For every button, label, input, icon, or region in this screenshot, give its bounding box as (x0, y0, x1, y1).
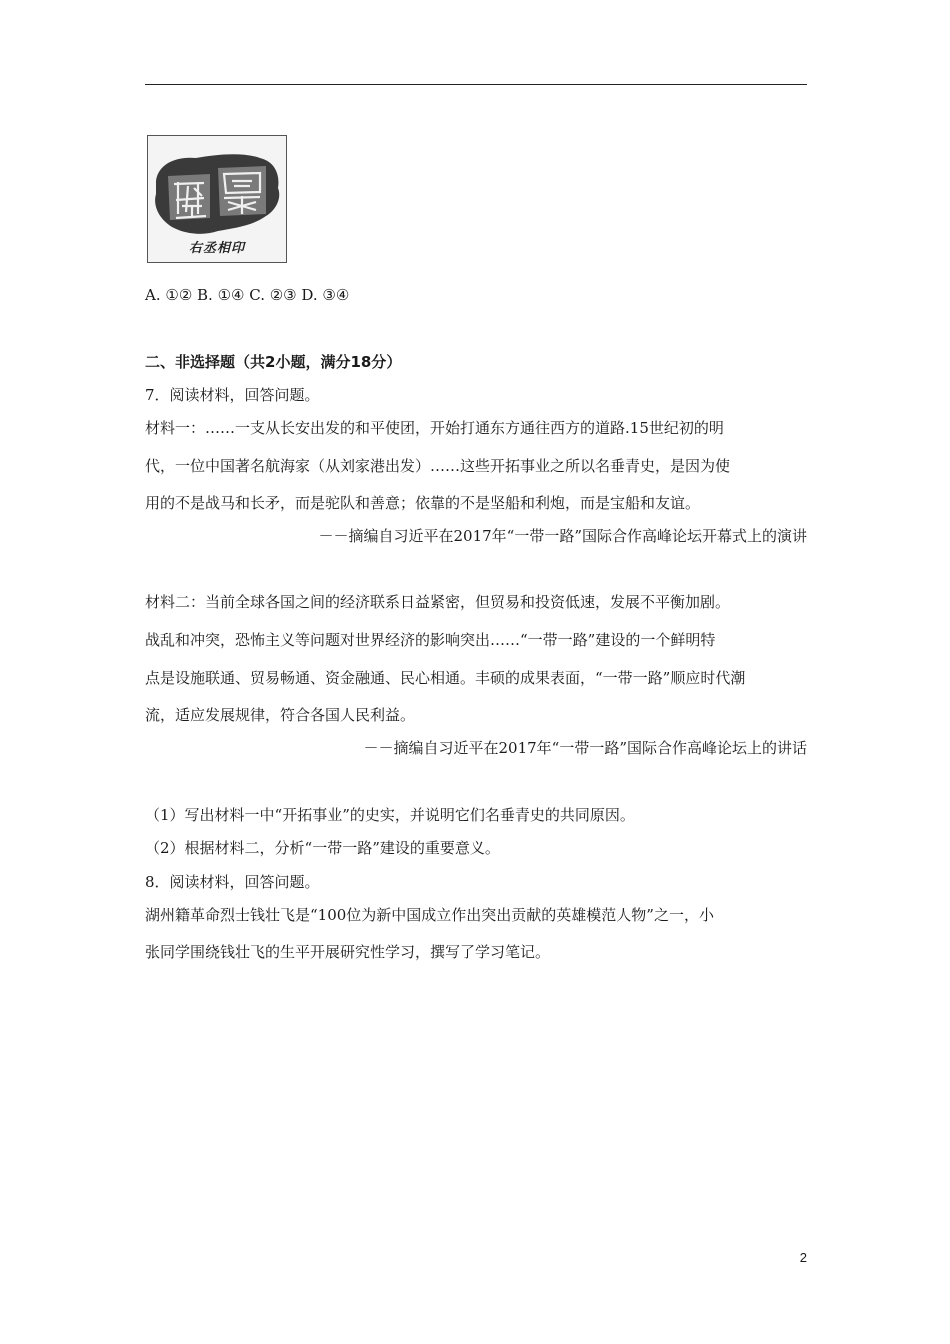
page-number: 2 (799, 1250, 807, 1265)
question-7-stem: 7．阅读材料，回答问题。 (145, 386, 320, 404)
material-2-source: －－摘编自习近平在2017年“一带一路”国际合作高峰论坛上的讲话 (363, 739, 807, 757)
material-2-line: 战乱和冲突，恐怖主义等问题对世界经济的影响突出……“一带一路”建设的一个鲜明特 (145, 631, 716, 649)
material-1-line: 代，一位中国著名航海家（从刘家港出发）……这些开拓事业之所以名垂青史，是因为使 (145, 457, 731, 475)
material-2-line: 流，适应发展规律，符合各国人民利益。 (145, 706, 416, 724)
section-heading: 二、非选择题（共2小题，满分18分） (145, 353, 402, 371)
material-2-line: 点是设施联通、贸易畅通、资金融通、民心相通。丰硕的成果表面，“一带一路”顺应时代潮 (145, 669, 746, 687)
question-8-text-line: 湖州籍革命烈士钱壮飞是“100位为新中国成立作出突出贡献的英雄模范人物”之一，小 (145, 906, 714, 924)
seal-image (147, 135, 287, 263)
question-8-text-line: 张同学围绕钱壮飞的生平开展研究性学习，撰写了学习笔记。 (145, 943, 551, 961)
material-1-source: －－摘编自习近平在2017年“一带一路”国际合作高峰论坛开幕式上的演讲 (318, 527, 807, 545)
material-2-line: 材料二：当前全球各国之间的经济联系日益紧密，但贸易和投资低速，发展不平衡加剧。 (145, 593, 731, 611)
header-rule (145, 84, 807, 85)
material-1-line: 材料一：……一支从长安出发的和平使团，开始打通东方通往西方的道路.15世纪初的明 (145, 419, 724, 437)
question-8-stem: 8．阅读材料，回答问题。 (145, 873, 320, 891)
material-1-line: 用的不是战马和长矛，而是驼队和善意；依靠的不是坚船和利炮，而是宝船和友谊。 (145, 494, 701, 512)
answer-options: A. ①② B. ①④ C. ②③ D. ③④ (145, 286, 350, 304)
seal-caption: 右丞相印 (188, 241, 245, 256)
question-7-sub-1: （1）写出材料一中“开拓事业”的史实，并说明它们名垂青史的共同原因。 (145, 806, 635, 824)
question-7-sub-2: （2）根据材料二，分析“一带一路”建设的重要意义。 (145, 839, 500, 857)
